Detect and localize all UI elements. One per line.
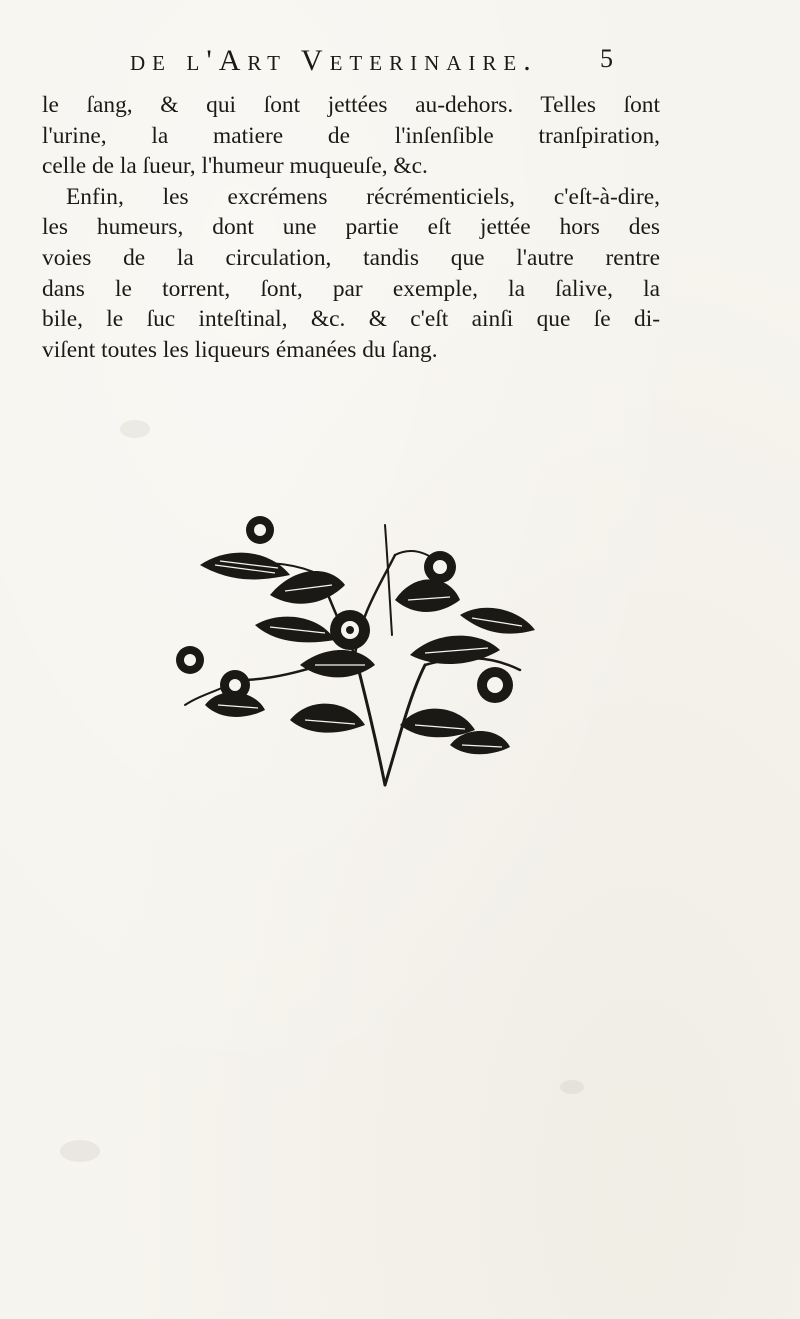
text-line: le ſang, & qui ſont jettées au-dehors. Telles ſont xyxy=(42,92,660,118)
text-line: Enfin, les excrémens récrémenticiels, c'eſt-à-dire, xyxy=(66,183,660,210)
running-head xyxy=(130,44,660,88)
text-line: dans le torrent, ſont, par exemple, la ſalive, la xyxy=(42,275,660,302)
running-head-title: de l'Art Veterinaire. xyxy=(130,44,538,77)
text-line: voies de la circulation, tandis que l'autre rentre xyxy=(42,244,660,271)
paragraph xyxy=(42,182,660,366)
paragraph xyxy=(42,90,660,182)
paper-stain xyxy=(560,1080,584,1094)
page-number: 5 xyxy=(600,44,613,73)
body-text xyxy=(42,90,660,365)
paper-stain xyxy=(60,1140,100,1162)
text-line: bile, le ſuc inteſtinal, &c. & c'eſt ainſi que ſe di- xyxy=(42,306,660,333)
floral-tailpiece-ornament-icon xyxy=(160,505,560,795)
text-line: les humeurs, dont une partie eſt jettée hors des xyxy=(42,214,660,241)
text-line: celle de la ſueur, l'humeur muqueuſe, &c. xyxy=(42,153,428,180)
paper-stain xyxy=(120,420,150,438)
text-line: viſent toutes les liqueurs émanées du ſang. xyxy=(42,336,438,363)
text-line: l'urine, la matiere de l'inſenſible tranſpiration, xyxy=(42,122,660,149)
